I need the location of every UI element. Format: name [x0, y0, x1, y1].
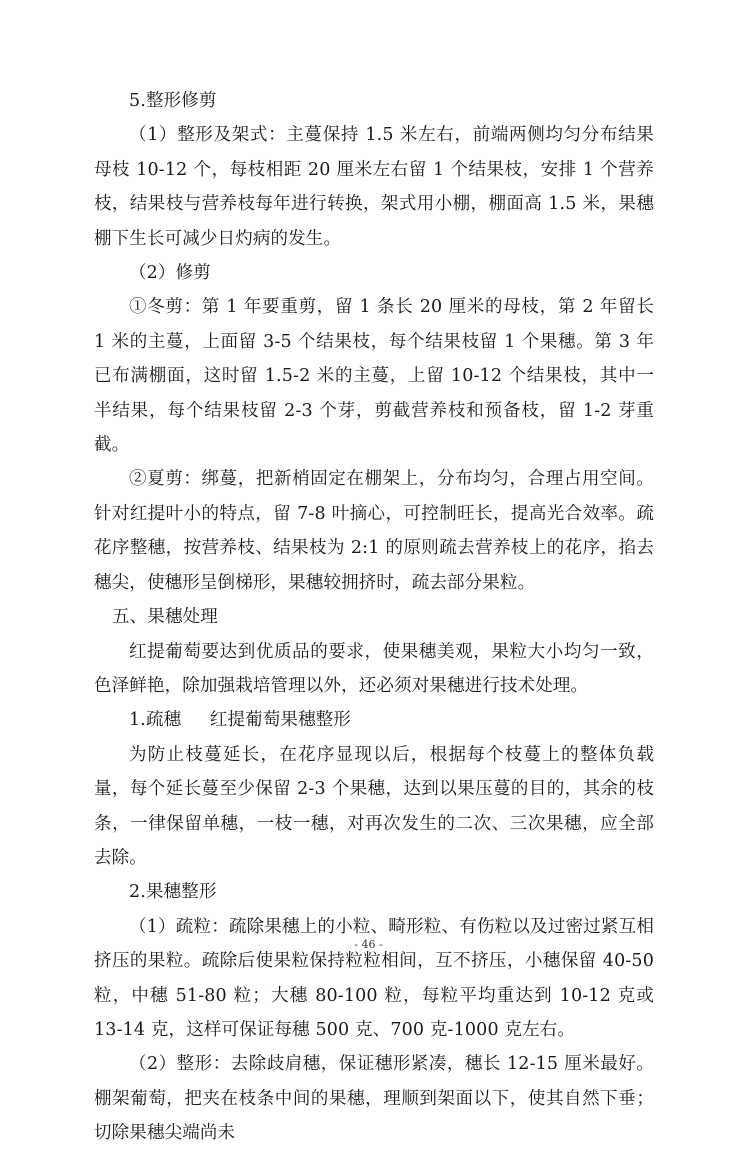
page-number: - 46 -: [354, 938, 383, 951]
subsection-heading: （2）修剪: [129, 263, 211, 284]
paragraph-intro: 红提葡萄要达到优质品的要求，使果穗美观，果粒大小均匀一致，色泽鲜艳，除加强栽培管理以外，还必须对果穗进行技术处理。: [94, 641, 654, 696]
section-heading: 2.果穗整形: [129, 882, 217, 903]
paragraph-winter-pruning: ①冬剪：第 1 年要重剪，留 1 条长 20 厘米的母枝，第 2 年留长 1 米的主蔓，上面留 3-5 个结果枝，每个结果枝留 1 个果穗。第 3 年已布满棚面，这时留 1.5-2 米的主蔓，上留 10-12 个结果枝，其中一半结果，每个结果枝留 2-3 个芽，剪截营养枝和预备枝，留 1-2 芽重截。: [94, 297, 654, 456]
paragraph-berry-thinning: （1）疏粒：疏除果穗上的小粒、畸形粒、有伤粒以及过密过紧互相挤压的果粒。疏除后使果粒保持粒粒相间，互不挤压，小穗保留 40-50 粒，中穗 51-80 粒；大穗 80-100 粒，每粒平均重达到 10-12 克或 13-14 克，这样可保证每穗 500 克、700 克-1000 克左右。: [94, 916, 654, 1040]
paragraph-cluster-thinning: 为防止枝蔓延长，在花序显现以后，根据每个枝蔓上的整体负载量，每个延长蔓至少保留 2-3 个果穗，达到以果压蔓的目的，其余的枝条，一律保留单穗，一枝一穗，对再次发生的二次、三次果穗，应全部去除。: [94, 744, 654, 868]
paragraph-trellis: （1）整形及架式：主蔓保持 1.5 米左右，前端两侧均匀分布结果母枝 10-12 个，每枝相距 20 厘米左右留 1 个结果枝，安排 1 个营养枝，结果枝与营养枝每年进行转换，架式用小棚，棚面高 1.5 米，果穗棚下生长可减少日灼病的发生。: [94, 125, 654, 249]
section-heading: 1.疏穗 红提葡萄果穗整形: [129, 710, 352, 731]
section-heading: 五、果穗处理: [112, 607, 218, 628]
body-text: [94, 84, 654, 1151]
section-heading: 5.整形修剪: [129, 91, 217, 111]
paragraph-summer-pruning: ②夏剪：绑蔓，把新梢固定在棚架上，分布均匀，合理占用空间。针对红提叶小的特点，留 7-8 叶摘心，可控制旺长，提高光合效率。疏花序整穗，按营养枝、结果枝为 2:1 的原则疏去营养枝上的花序，掐去穗尖，使穗形呈倒梯形，果穗较拥挤时，疏去部分果粒。: [94, 469, 654, 593]
paragraph-cluster-shaping: （2）整形：去除歧肩穗，保证穗形紧凑，穗长 12-15 厘米最好。棚架葡萄，把夹在枝条中间的果穗，理顺到架面以下，使其自然下垂；切除果穗尖端尚未: [94, 1054, 654, 1144]
